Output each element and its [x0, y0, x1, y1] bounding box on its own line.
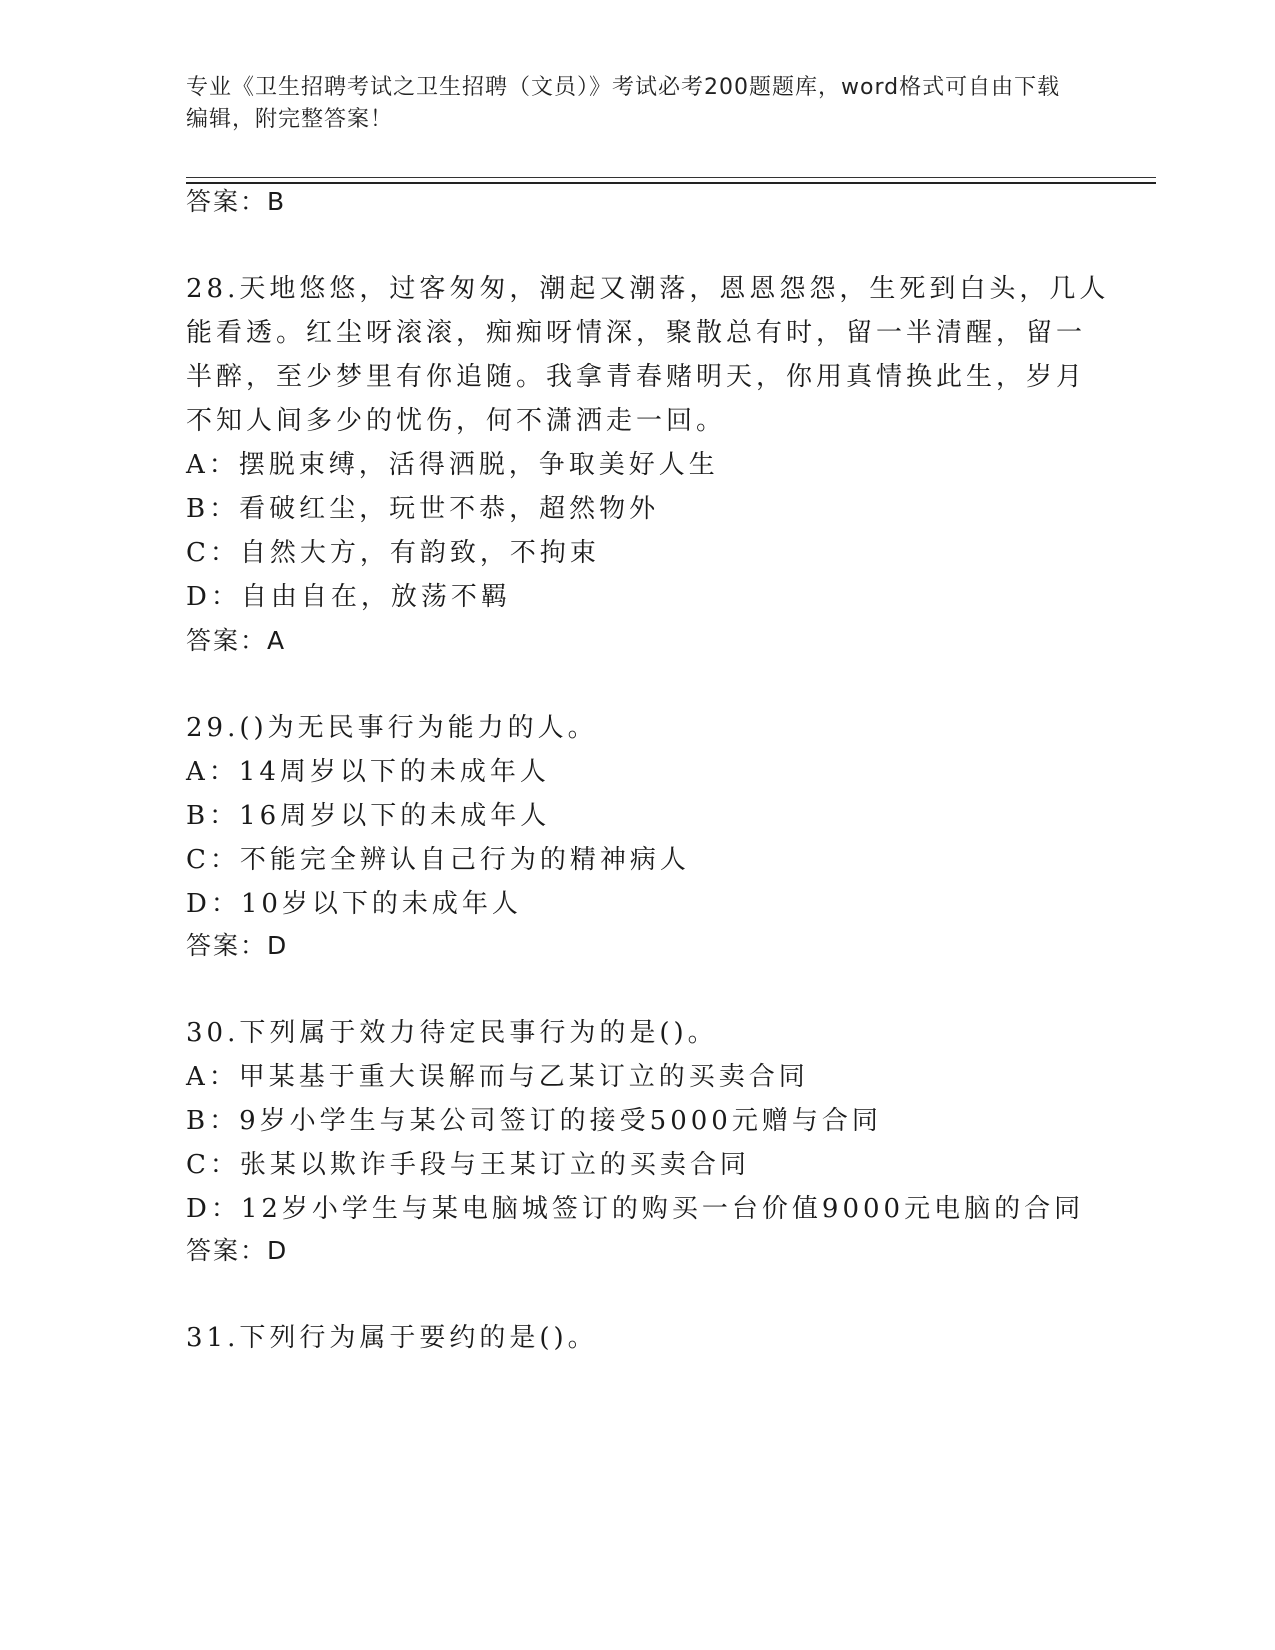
header-divider-thin [186, 177, 1156, 178]
question-28-option-d: D：自由自在，放荡不羁 [186, 582, 511, 612]
question-30-option-d: D：12岁小学生与某电脑城签订的购买一台价值9000元电脑的合同 [186, 1194, 1085, 1224]
question-29-option-b: B：16周岁以下的未成年人 [186, 801, 551, 831]
question-28-stem-line-2: 能看透。红尘呀滚滚，痴痴呀情深，聚散总有时，留一半清醒，留一 [186, 318, 1087, 348]
answer-29: 答案：D [186, 931, 289, 960]
question-29-stem: 29.()为无民事行为能力的人。 [186, 713, 598, 743]
question-29-option-d: D：10岁以下的未成年人 [186, 889, 522, 919]
document-header: 专业《卫生招聘考试之卫生招聘（文员）》考试必考200题题库，word格式可自由下载编辑，附完整答案！ [186, 75, 1061, 132]
question-29-option-a: A：14周岁以下的未成年人 [186, 757, 550, 787]
answer-27: 答案：B [186, 187, 287, 216]
question-30-option-c: C：张某以欺诈手段与王某订立的买卖合同 [186, 1150, 750, 1180]
answer-30: 答案：D [186, 1236, 289, 1265]
question-30-option-a: A：甲某基于重大误解而与乙某订立的买卖合同 [186, 1062, 809, 1092]
question-29-option-c: C：不能完全辨认自己行为的精神病人 [186, 845, 690, 875]
question-28-option-c: C：自然大方，有韵致，不拘束 [186, 538, 600, 568]
question-31-stem: 31.下列行为属于要约的是()。 [186, 1323, 598, 1353]
question-30-option-b: B：9岁小学生与某公司签订的接受5000元赠与合同 [186, 1106, 882, 1136]
answer-28: 答案：A [186, 626, 287, 655]
question-30-stem: 30.下列属于效力待定民事行为的是()。 [186, 1018, 718, 1048]
question-28-stem-line-1: 28.天地悠悠，过客匆匆，潮起又潮落，恩恩怨怨，生死到白头，几人 [186, 274, 1110, 304]
header-divider-thick [186, 182, 1156, 184]
question-28-stem-line-3: 半醉，至少梦里有你追随。我拿青春赌明天，你用真情换此生，岁月 [186, 362, 1087, 392]
question-28-option-a: A：摆脱束缚，活得洒脱，争取美好人生 [186, 450, 719, 480]
question-28-option-b: B：看破红尘，玩世不恭，超然物外 [186, 494, 660, 524]
question-28-stem-line-4: 不知人间多少的忧伤，何不潇洒走一回。 [186, 406, 727, 436]
